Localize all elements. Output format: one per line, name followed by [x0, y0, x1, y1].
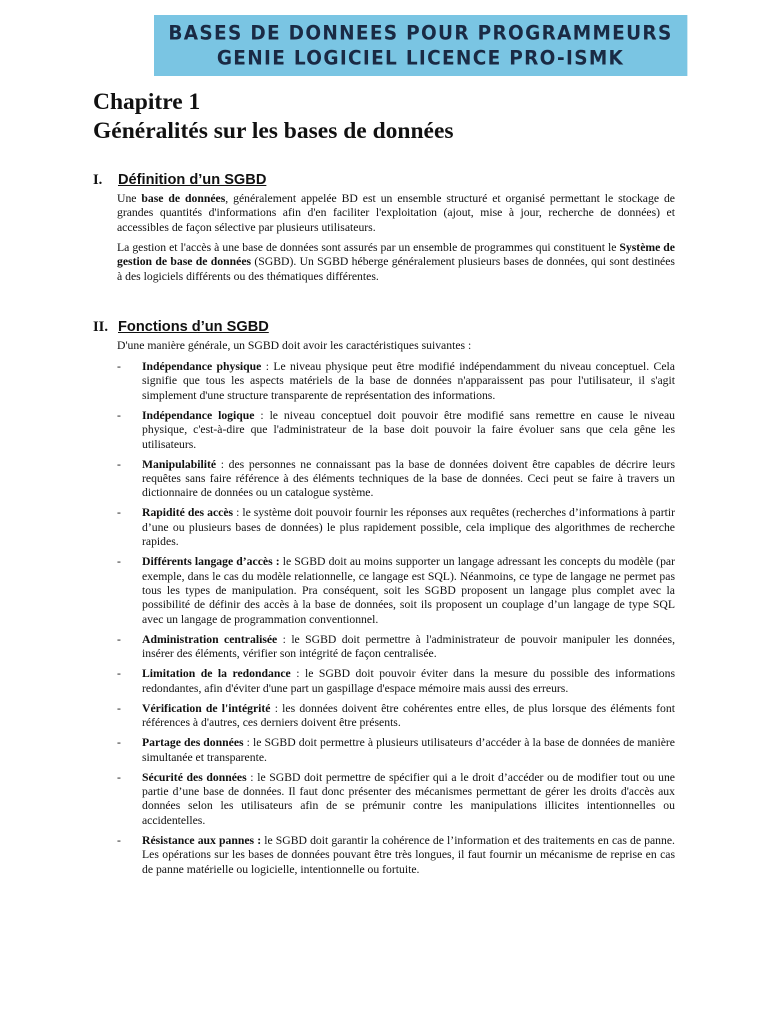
bullet-dash: -	[117, 506, 121, 520]
item-term: Indépendance logique	[142, 408, 255, 422]
bold-term: Système de gestion de base de données	[117, 241, 675, 269]
text-run: , généralement appelée BD est un ensemble structuré et organisé permettant le stockage de grandes quantités d'informations afin d'en faciliter l'exploitation (ajout, mise à jour, recherche de données) et accessibles de façon sélective par plusieurs utilisateurs.	[117, 192, 675, 234]
course-title: BASES DE DONNEES POUR PROGRAMMEURS	[168, 21, 673, 45]
list-item	[117, 458, 675, 501]
text-run: Une	[117, 192, 142, 205]
functions-list	[117, 360, 675, 883]
bullet-dash: -	[117, 667, 121, 681]
section-title: Fonctions d’un SGBD	[118, 319, 269, 335]
item-text: : les données doivent être cohérentes entre elles, de plus lorsque des éléments font références à d'autres, ces derniers doivent être présents.	[142, 701, 675, 730]
item-text: : le SGBD doit permettre à l'administrateur de pouvoir manipuler les données, insérer des éléments, vérifier son intégrité de façon centralisée.	[142, 632, 675, 661]
bullet-dash: -	[117, 736, 121, 750]
list-item	[117, 667, 675, 696]
item-term: Différents langage d’accès :	[142, 555, 280, 569]
section-heading-2	[93, 319, 269, 336]
list-item	[117, 360, 675, 403]
item-text: : le SGBD doit permettre à plusieurs utilisateurs d’accéder à la base de données de manière simultanée et transparente.	[142, 736, 675, 764]
bold-term: base de données	[141, 192, 226, 205]
item-text: : le système doit pouvoir fournir les réponses aux requêtes (recherches d’informations à partir d’une ou plusieurs bases de données) le plus rapidement possible, cela implique des algorithmes de recherche rapides.	[142, 506, 675, 549]
item-term: Manipulabilité	[142, 457, 217, 471]
bullet-dash: -	[117, 701, 121, 715]
bullet-dash: -	[117, 632, 121, 646]
item-text: : le niveau conceptuel doit pouvoir être modifié sans remettre en cause le niveau physique, c'est-à-dire que l'administrateur de la base doit pouvoir la faire évoluer sans que cela gêne les utilisateurs.	[142, 408, 675, 451]
item-text: le SGBD doit garantir la cohérence de l’information et des traitements en cas de panne. Les opérations sur les bases de données pouvant être très longues, il faut fournir un mécanisme de reprise en cas de panne matérielle ou logicielle, intentionnelle ou fortuite.	[142, 833, 675, 876]
list-item	[117, 736, 675, 765]
list-item	[117, 506, 675, 549]
item-text: : le SGBD doit pouvoir éviter dans la mesure du possible des informations redondantes, afin d'éviter d'une part un gaspillage d'espace mémoire mais aussi des erreurs.	[142, 667, 675, 695]
section-number: I.	[93, 172, 103, 188]
item-term: Rapidité des accès	[142, 506, 234, 520]
text-run: (SGBD). Un SGBD héberge généralement plusieurs bases de données, qui sont destinées à des logiciels différents ou des thématiques différentes.	[117, 255, 675, 283]
item-text: : le SGBD doit permettre de spécifier qui a le droit d’accéder ou de modifier tout ou une partie d’une base de données. Il faut donc présenter des mécanismes permettant de gérer les droits d'accès aux données selon les utilisateurs afin de se prémunir contre les manipulations illicites intentionnelles ou accidentelles.	[142, 770, 675, 827]
list-item	[117, 633, 675, 662]
bullet-dash: -	[117, 408, 121, 422]
item-term: Limitation de la redondance	[142, 667, 291, 681]
section-number: II.	[93, 319, 109, 335]
item-text: le SGBD doit au moins supporter un langage adressant les concepts du modèle (par exemple, dans le cas du modèle relationnelle, ce langage est SQL). Néanmoins, ce type de langage ne permet pas tous les types de manipulation. Pra conséquent, soit les SGBD proposent un langage plus complet avec la possibilité de définir des accès à la base de données, soit ils proposent un couplage d’un langage de type SQL avec un langage de programmation conventionnel.	[142, 555, 675, 626]
header-banner	[154, 15, 688, 76]
course-subtitle: GENIE LOGICIEL LICENCE PRO-ISMK	[216, 46, 625, 70]
list-item	[117, 834, 675, 877]
bullet-dash: -	[117, 360, 121, 373]
definition-paragraph	[117, 192, 675, 235]
item-term: Résistance aux pannes :	[142, 833, 262, 847]
bullet-dash: -	[117, 555, 121, 569]
list-item	[117, 555, 675, 627]
item-term: Partage des données	[142, 736, 244, 750]
chapter-number: Chapitre 1	[93, 89, 201, 115]
chapter-title: Généralités sur les bases de données	[93, 118, 454, 144]
text-run: La gestion et l'accès à une base de données sont assurés par un ensemble de programmes qui constituent le	[117, 241, 620, 254]
item-text: : Le niveau physique peut être modifié indépendamment du niveau conceptuel. Cela signifie que tous les aspects matériels de la base de données n'apparaissent pas pour l'utilisateur, il s'agit simplement d'une structure transparente de représentation des informations.	[142, 360, 675, 402]
bullet-dash: -	[117, 770, 121, 784]
section-heading-1	[93, 172, 266, 189]
list-item	[117, 409, 675, 452]
item-term: Sécurité des données	[142, 770, 247, 784]
functions-intro: D'une manière générale, un SGBD doit avoir les caractéristiques suivantes :	[117, 339, 472, 352]
list-item	[117, 702, 675, 731]
item-term: Administration centralisée	[142, 632, 278, 646]
item-text: : des personnes ne connaissant pas la base de données doivent être capables de décrire leurs requêtes sans faire référence à des éléments techniques de la base de données. Ceci peut se faire à travers un dictionnaire de données ou un catalogue système.	[142, 457, 675, 500]
sgbd-paragraph	[117, 241, 675, 284]
list-item	[117, 771, 675, 829]
bullet-dash: -	[117, 457, 121, 471]
item-term: Indépendance physique	[142, 360, 262, 373]
section-title: Définition d’un SGBD	[118, 172, 267, 188]
bullet-dash: -	[117, 833, 121, 847]
item-term: Vérification de l'intégrité	[142, 701, 271, 715]
chapter-heading	[93, 88, 454, 146]
